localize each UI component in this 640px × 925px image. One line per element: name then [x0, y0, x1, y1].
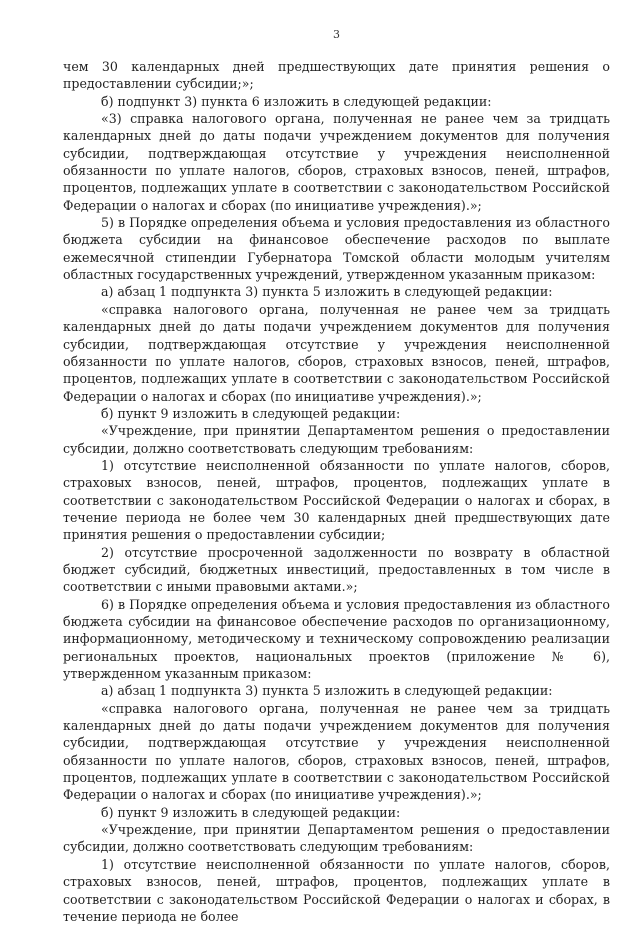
document-body	[63, 58, 610, 925]
paragraph: 1) отсутствие неисполненной обязанности по уплате налогов, сборов, страховых взносов, пеней, штрафов, процентов, подлежащих уплате в соответствии с законодательством Российской Федерации о налогах и сборах, в течение периода не более	[63, 856, 610, 924]
document-page	[63, 28, 610, 925]
paragraph: «справка налогового органа, полученная не ранее чем за тридцать календарных дней до даты подачи учреждением документов для получения субсидии, подтверждающая отсутствие у учреждения неисполненной обязанности по уплате налогов, сборов, страховых взносов, пеней, штрафов, процентов, подлежащих уплате в соответствии с законодательством Российской Федерации о налогах и сборах (по инициативе учреждения).»;	[63, 301, 610, 404]
paragraph: 5) в Порядке определения объема и условия предоставления из областного бюджета субсидии на финансовое обеспечение расходов по выплате ежемесячной стипендии Губернатора Томской области молодым учителям областных государственных учреждений, утвержденном указанным приказом:	[63, 215, 610, 283]
paragraph: б) подпункт 3) пункта 6 изложить в следующей редакции:	[101, 93, 492, 109]
paragraph: 1) отсутствие неисполненной обязанности по уплате налогов, сборов, страховых взносов, пеней, штрафов, процентов, подлежащих уплате в соответствии с законодательством Российской Федерации о налогах и сборах, в течение периода не более чем 30 календарных дней предшествующих дате принятия решения о предоставлении субсидии;	[63, 457, 610, 543]
paragraph: б) пункт 9 изложить в следующей редакции:	[101, 405, 401, 421]
paragraph: чем 30 календарных дней предшествующих дате принятия решения о предоставлении субсидии;»;	[63, 59, 610, 92]
paragraph: «Учреждение, при принятии Департаментом решения о предоставлении субсидии, должно соответствовать следующим требованиям:	[63, 822, 610, 855]
paragraph: б) пункт 9 изложить в следующей редакции:	[101, 804, 401, 820]
paragraph: 2) отсутствие просроченной задолженности по возврату в областной бюджет субсидий, бюджетных инвестиций, предоставленных в том числе в соответствии с иными правовыми актами.»;	[63, 544, 610, 595]
paragraph: 6) в Порядке определения объема и условия предоставления из областного бюджета субсидии на финансовое обеспечение расходов по организационному, информационному, методическому и техническому сопровождению реализации региональных проектов, национальных проектов (приложение № 6), утвержденном указанным приказом:	[63, 596, 610, 682]
paragraph: а) абзац 1 подпункта 3) пункта 5 изложить в следующей редакции:	[101, 284, 553, 300]
paragraph: «справка налогового органа, полученная не ранее чем за тридцать календарных дней до даты подачи учреждением документов для получения субсидии, подтверждающая отсутствие у учреждения неисполненной обязанности по уплате налогов, сборов, страховых взносов, пеней, штрафов, процентов, подлежащих уплате в соответствии с законодательством Российской Федерации о налогах и сборах (по инициативе учреждения).»;	[63, 700, 610, 803]
page-number: 3	[333, 28, 340, 41]
paragraph: «3) справка налогового органа, полученная не ранее чем за тридцать календарных дней до даты подачи учреждением документов для получения субсидии, подтверждающая отсутствие у учреждения неисполненной обязанности по уплате налогов, сборов, страховых взносов, пеней, штрафов, процентов, подлежащих уплате в соответствии с законодательством Российской Федерации о налогах и сборах (по инициативе учреждения).»;	[63, 111, 610, 213]
paragraph: «Учреждение, при принятии Департаментом решения о предоставлении субсидии, должно соответствовать следующим требованиям:	[63, 423, 610, 456]
paragraph: а) абзац 1 подпункта 3) пункта 5 изложить в следующей редакции:	[101, 683, 553, 699]
